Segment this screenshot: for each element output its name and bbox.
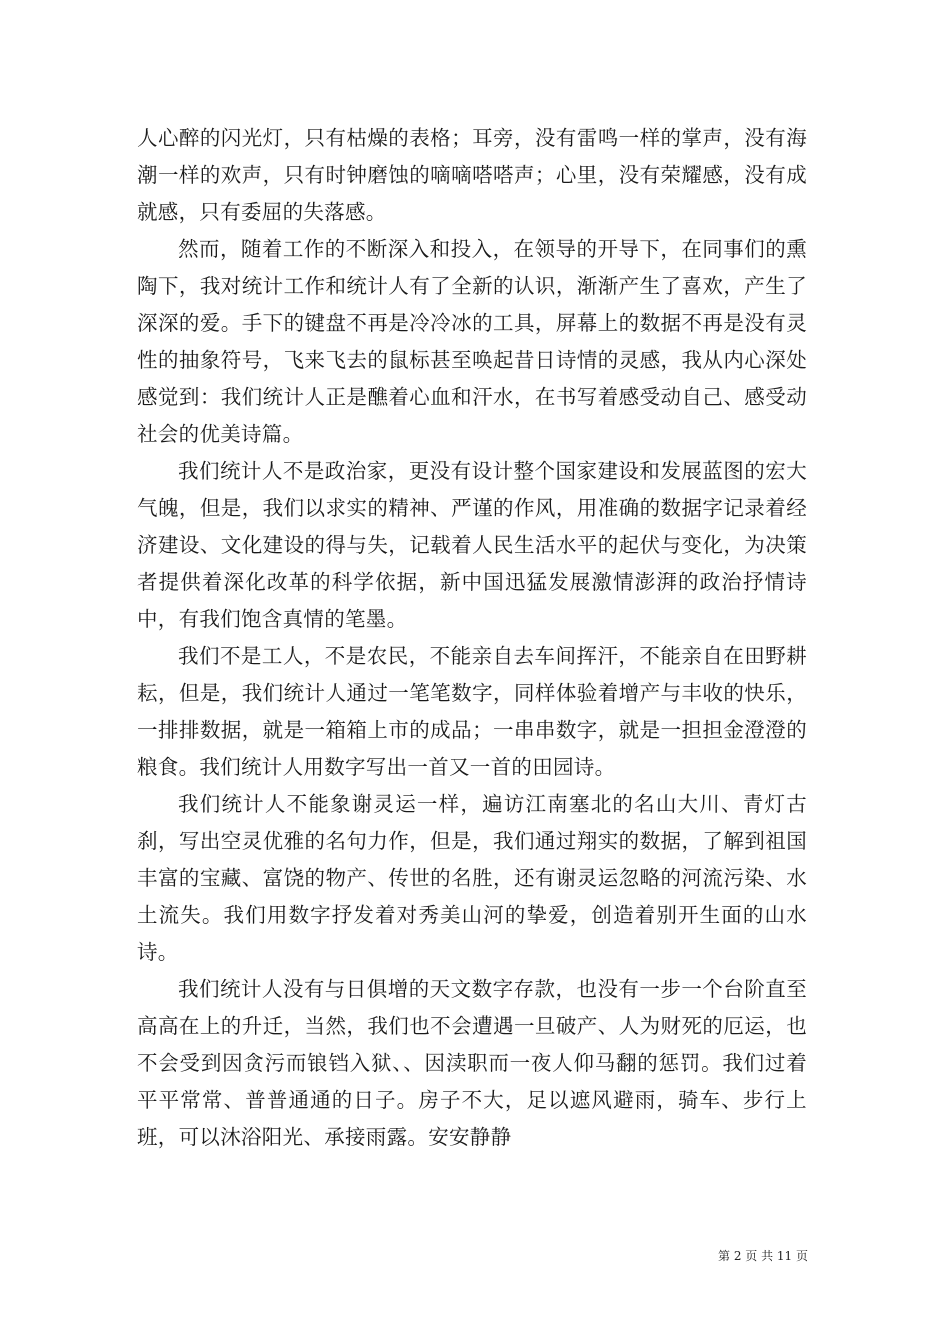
paragraph-5: 我们统计人不能象谢灵运一样，遍访江南塞北的名山大川、青灯古刹，写出空灵优雅的名句力作，但是，我们通过翔实的数据，了解到祖国丰富的宝藏、富饶的物产、传世的名胜，还有谢灵运忽略的河流污染、水土流失。我们用数字抒发着对秀美山河的挚爱，创造着别开生面的山水诗。 — [137, 792, 807, 964]
body-text — [137, 120, 807, 1156]
paragraph-4: 我们不是工人，不是农民，不能亲自去车间挥汗，不能亲自在田野耕耘，但是，我们统计人通过一笔笔数字，同样体验着增产与丰收的快乐，一排排数据，就是一箱箱上市的成品；一串串数字，就是一担担金澄澄的粮食。我们统计人用数字写出一首又一首的田园诗。 — [137, 644, 807, 779]
paragraph-6: 我们统计人没有与日俱增的天文数字存款，也没有一步一个台阶直至高高在上的升迁，当然，我们也不会遭遇一旦破产、人为财死的厄运，也不会受到因贪污而锒铛入狱、、因渎职而一夜人仰马翻的惩罚。我们过着平平常常、普普通通的日子。房子不大，足以遮风避雨，骑车、步行上班，可以沐浴阳光、承接雨露。安安静静 — [137, 977, 807, 1149]
page-number-footer: 第 2 页 共 11 页 — [718, 1249, 808, 1263]
paragraph-1: 人心醉的闪光灯，只有枯燥的表格；耳旁，没有雷鸣一样的掌声，没有海潮一样的欢声，只有时钟磨蚀的嘀嘀嗒嗒声；心里，没有荣耀感，没有成就感，只有委屈的失落感。 — [137, 126, 807, 224]
paragraph-2: 然而，随着工作的不断深入和投入，在领导的开导下，在同事们的熏陶下，我对统计工作和统计人有了全新的认识，渐渐产生了喜欢，产生了深深的爱。手下的键盘不再是冷冷冰的工具，屏幕上的数据不再是没有灵性的抽象符号，飞来飞去的鼠标甚至唤起昔日诗情的灵感，我从内心深处感觉到：我们统计人正是醮着心血和汗水，在书写着感受动自己、感受动社会的优美诗篇。 — [137, 237, 807, 446]
paragraph-3: 我们统计人不是政治家，更没有设计整个国家建设和发展蓝图的宏大气魄，但是，我们以求实的精神、严谨的作风，用准确的数据字记录着经济建设、文化建设的得与失，记载着人民生活水平的起伏与变化，为决策者提供着深化改革的科学依据，新中国迅猛发展激情澎湃的政治抒情诗中，有我们饱含真情的笔墨。 — [137, 459, 807, 631]
